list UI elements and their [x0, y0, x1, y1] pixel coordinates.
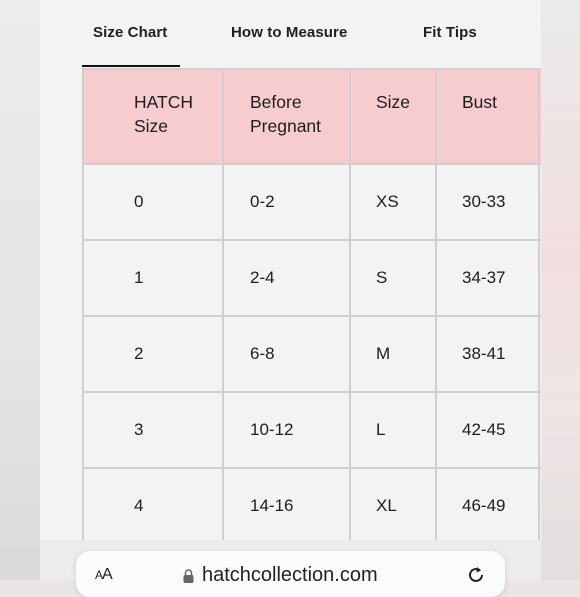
cell-before-pregnant: 14-16: [223, 468, 350, 540]
text-size-small-glyph: A: [95, 568, 103, 582]
cell-hatch-size: 2: [83, 316, 223, 392]
size-chart-table: [82, 68, 541, 540]
text-size-large-glyph: A: [102, 566, 112, 583]
tab-how-to-measure[interactable]: How to Measure: [231, 24, 348, 41]
table-header-row: [83, 69, 541, 164]
cell-bust: 38-41: [436, 316, 539, 392]
table-row: [83, 240, 541, 316]
cell-before-pregnant: 10-12: [223, 392, 350, 468]
cell-before-pregnant: 6-8: [223, 316, 350, 392]
cell-overflow: [539, 240, 541, 316]
background-right: [541, 0, 580, 580]
header-bust: [436, 69, 539, 164]
size-chart-page: [40, 0, 541, 540]
table-row: [83, 392, 541, 468]
cell-size: S: [350, 240, 436, 316]
table-row: [83, 164, 541, 240]
cell-before-pregnant: 2-4: [223, 240, 350, 316]
cell-overflow: [539, 316, 541, 392]
cell-overflow: [539, 468, 541, 540]
cell-hatch-size: 4: [83, 468, 223, 540]
header-before-pregnant-line1: Before: [250, 92, 302, 112]
lock-icon: [182, 569, 195, 583]
tab-size-chart[interactable]: Size Chart: [93, 24, 168, 41]
cell-overflow: [539, 164, 541, 240]
tab-fit-tips[interactable]: Fit Tips: [423, 24, 477, 41]
cell-size: XS: [350, 164, 436, 240]
cell-size: L: [350, 392, 436, 468]
background-left: [0, 0, 40, 580]
cell-hatch-size: 3: [83, 392, 223, 468]
table-row: [83, 468, 541, 540]
cell-bust: 30-33: [436, 164, 539, 240]
table-row: [83, 316, 541, 392]
cell-before-pregnant: 0-2: [223, 164, 350, 240]
tab-bar: [40, 0, 541, 68]
cell-size: XL: [350, 468, 436, 540]
header-before-pregnant: [223, 69, 350, 164]
active-tab-indicator: [82, 65, 180, 67]
header-hatch-size: [83, 69, 223, 164]
url-text: hatchcollection.com: [202, 564, 378, 586]
header-size-label: Size: [376, 92, 411, 112]
cell-bust: 46-49: [436, 468, 539, 540]
cell-hatch-size: 1: [83, 240, 223, 316]
header-before-pregnant-line2: Pregnant: [250, 116, 322, 136]
reload-icon[interactable]: [466, 565, 486, 585]
cell-hatch-size: 0: [83, 164, 223, 240]
header-hatch-size-line2: Size: [134, 116, 169, 136]
cell-bust: 34-37: [436, 240, 539, 316]
cell-size: M: [350, 316, 436, 392]
header-hatch-size-line1: HATCH: [134, 92, 193, 112]
text-size-button[interactable]: [95, 566, 112, 584]
header-size: [350, 69, 436, 164]
cell-overflow: [539, 392, 541, 468]
header-overflow-column: [539, 69, 541, 164]
cell-bust: 42-45: [436, 392, 539, 468]
header-bust-label: Bust: [462, 92, 498, 112]
